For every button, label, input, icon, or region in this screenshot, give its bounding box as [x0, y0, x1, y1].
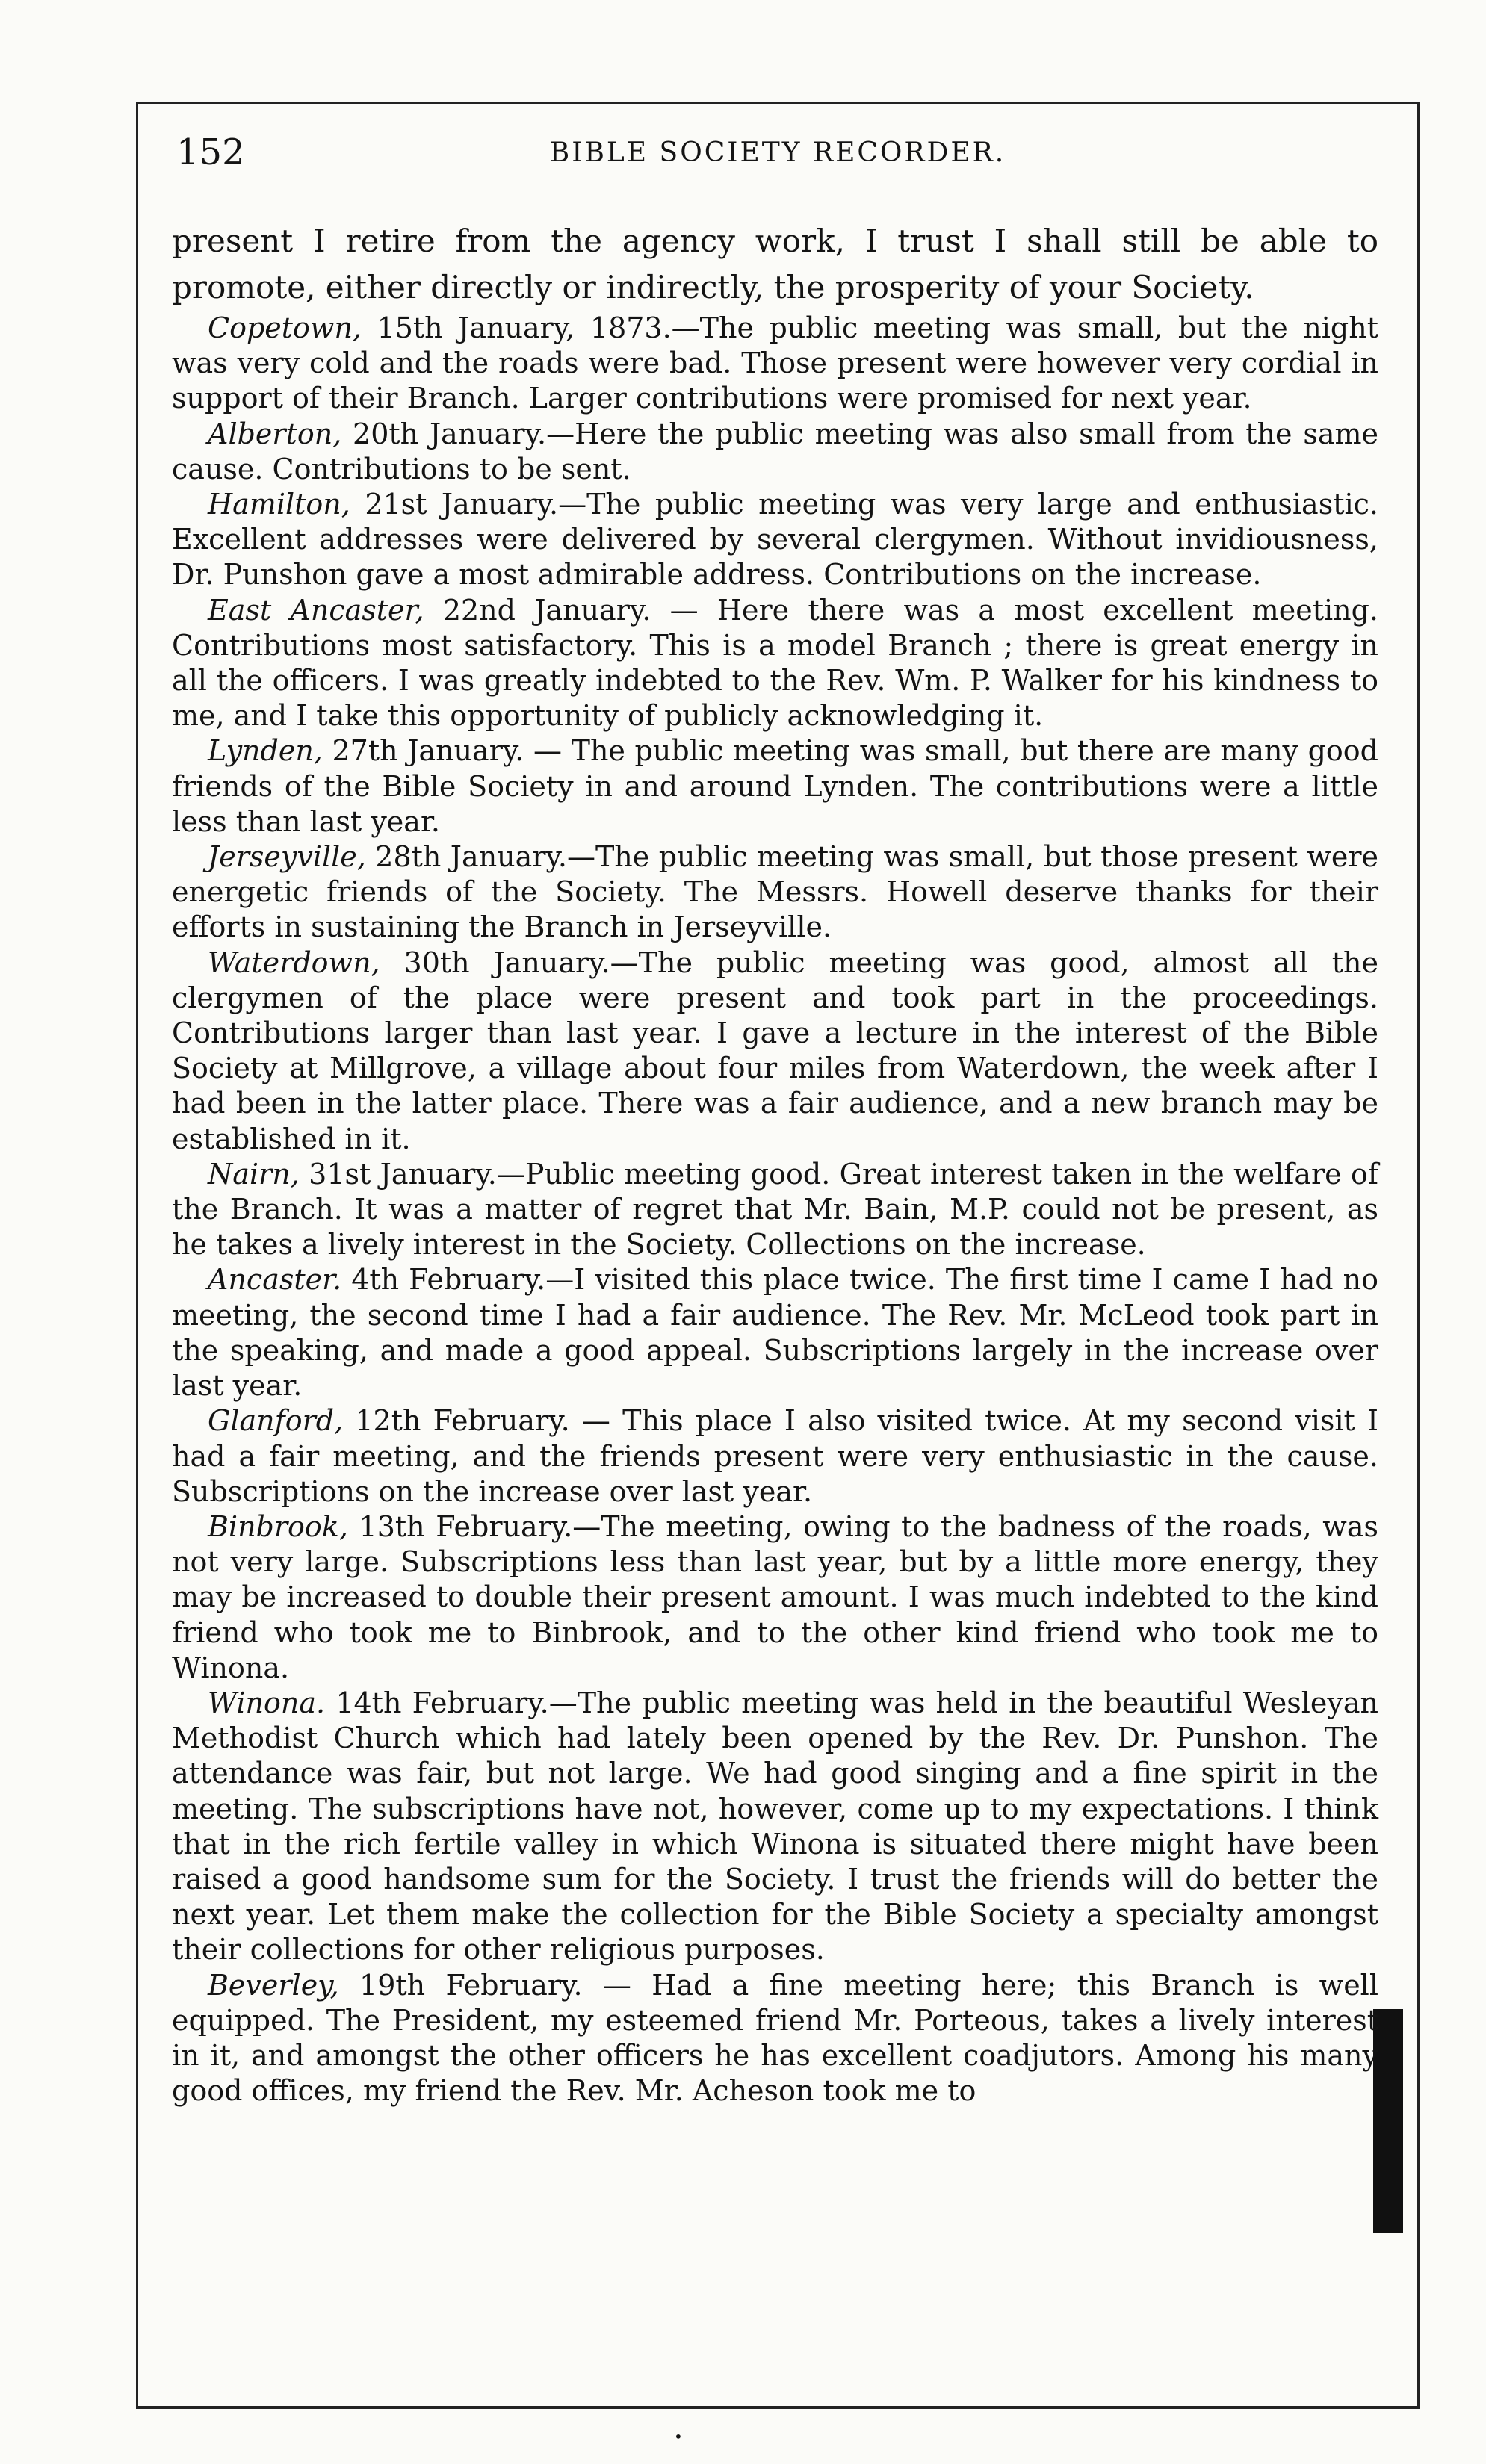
- entry-text: 28th January.—The public meeting was small, but those present were energetic friends of the Society. The Messrs. Howell deserve thanks for their efforts in sustaining the Branch in Jerseyville.: [172, 840, 1378, 944]
- place-name: East Ancaster,: [208, 593, 424, 627]
- entry-text: 13th February.—The meeting, owing to the badness of the roads, was not very large. Subscriptions less than last year, but by a little more energy, they may be increased to double their present amount. I was much indebted to the kind friend who took me to Binbrook, and to the other kind friend who took me to Winona.: [172, 1509, 1378, 1684]
- page-number: 152: [176, 131, 245, 173]
- entry-text: 20th January.—Here the public meeting was also small from the same cause. Contributions to be sent.: [172, 417, 1378, 485]
- page-header: [176, 131, 1379, 184]
- place-name: Lynden,: [208, 734, 323, 768]
- entry-text: 21st January.—The public meeting was very large and enthusiastic. Excellent addresses were delivered by several clergymen. Without invidiousness, Dr. Punshon gave a most admirable address. Contributions on the increase.: [172, 488, 1378, 592]
- place-name: Glanford,: [208, 1404, 344, 1438]
- entry-nairn: [172, 1157, 1378, 1263]
- place-name: Copetown,: [208, 311, 362, 344]
- entry-alberton: [172, 417, 1378, 487]
- place-name: Hamilton,: [208, 488, 350, 521]
- entry-waterdown: [172, 946, 1378, 1157]
- lead-paragraph: present I retire from the agency work, I trust I shall still be able to promote, either directly or indirectly, the prosperity of your Society.: [172, 223, 1378, 305]
- page-border-bottom: [136, 2406, 1420, 2409]
- entry-text: 19th February. — Had a fine meeting here; this Branch is well equipped. The President, my esteemed friend Mr. Porteous, takes a lively interest in it, and amongst the other officers he has excellent coadjutors. Among his many good offices, my friend the Rev. Mr. Acheson took me to: [172, 1968, 1378, 2108]
- page-border-right: [1417, 102, 1420, 2408]
- entry-text: 12th February. — This place I also visited twice. At my second visit I had a fair meeting, and the friends present were very enthusiastic in the cause. Subscriptions on the increase over last year.: [172, 1404, 1378, 1508]
- article-body: [172, 218, 1378, 2108]
- entry-hamilton: [172, 487, 1378, 593]
- entry-ancaster: [172, 1262, 1378, 1403]
- entry-text: 4th February.—I visited this place twice. The first time I came I had no meeting, the second time I had a fair audience. The Rev. Mr. McLeod took part in the speaking, and made a good appeal. Subscriptions largely in the increase over last year.: [172, 1263, 1378, 1403]
- place-name: Winona.: [208, 1686, 326, 1719]
- entry-text: 27th January. — The public meeting was small, but there are many good friends of the Bible Society in and around Lynden. The contributions were a little less than last year.: [172, 734, 1378, 838]
- page-border-top: [136, 102, 1420, 104]
- entry-text: 14th February.—The public meeting was held in the beautiful Wesleyan Methodist Church which had lately been opened by the Rev. Dr. Punshon. The attendance was fair, but not large. We had good singing and a fine spirit in the meeting. The subscriptions have not, however, come up to my expectations. I think that in the rich fertile valley in which Winona is situated there might have been raised a good handsome sum for the Society. I trust the friends will do better the next year. Let them make the collection for the Bible Society a specialty amongst their collections for other religious purposes.: [172, 1686, 1378, 1967]
- entry-text: 15th January, 1873.—The public meeting was small, but the night was very cold and the roads were bad. Those present were however very cordial in support of their Branch. Larger contributions were promised for next year.: [172, 311, 1378, 415]
- entry-glanford: [172, 1403, 1378, 1509]
- entry-copetown: [172, 311, 1378, 417]
- entry-text: 22nd January. — Here there was a most excellent meeting. Contributions most satisfactory. This is a model Branch ; there is great energy in all the officers. I was greatly indebted to the Rev. Wm. P. Walker for his kindness to me, and I take this opportunity of publicly acknowledging it.: [172, 593, 1378, 733]
- entry-text: 31st January.—Public meeting good. Great interest taken in the welfare of the Branch. It was a matter of regret that Mr. Bain, M.P. could not be present, as he takes a lively interest in the Society. Collections on the increase.: [172, 1157, 1378, 1262]
- lead-paragraph-block: [172, 218, 1378, 311]
- place-name: Nairn,: [208, 1157, 300, 1191]
- entry-jerseyville: [172, 840, 1378, 946]
- place-name: Waterdown,: [208, 946, 380, 979]
- entry-east-ancaster: [172, 593, 1378, 734]
- entry-beverley: [172, 1968, 1378, 2109]
- ink-speck: •: [674, 2427, 683, 2445]
- entry-text: 30th January.—The public meeting was good, almost all the clergymen of the place were present and took part in the proceedings. Contributions larger than last year. I gave a lecture in the interest of the Bible Society at Millgrove, a village about four miles from Waterdown, the week after I had been in the latter place. There was a fair audience, and a new branch may be established in it.: [172, 946, 1378, 1155]
- page-border-left: [136, 102, 138, 2408]
- place-name: Ancaster.: [208, 1263, 342, 1297]
- entry-lynden: [172, 733, 1378, 840]
- place-name: Jerseyville,: [208, 840, 366, 874]
- place-name: Binbrook,: [208, 1509, 348, 1543]
- place-name: Alberton,: [208, 417, 342, 450]
- entry-winona: [172, 1686, 1378, 1968]
- running-title: BIBLE SOCIETY RECORDER.: [549, 137, 1006, 168]
- place-name: Beverley,: [208, 1968, 339, 2002]
- entry-binbrook: [172, 1509, 1378, 1686]
